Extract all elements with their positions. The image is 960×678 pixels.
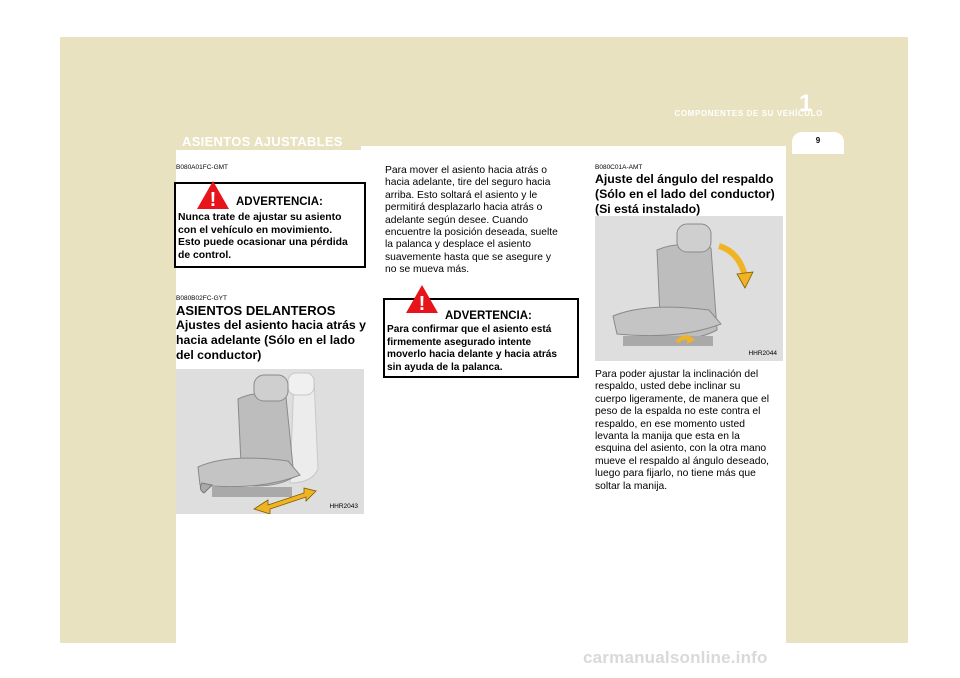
subsection-heading	[595, 172, 787, 217]
body-paragraph	[595, 369, 785, 493]
text-line: encuentre la posición deseada, suelte	[385, 227, 558, 239]
text-line: suavemente hasta que se asegure y	[385, 251, 552, 263]
heading-line: (Si está instalado)	[595, 202, 701, 216]
text-line: la palanca y desplace el asiento	[385, 239, 531, 251]
seat-illustration	[595, 216, 783, 361]
text-line: respaldo, usted debe inclinar su	[595, 381, 741, 393]
heading-line: (Sólo en el lado del conductor)	[595, 187, 775, 201]
heading-line: Ajustes del asiento hacia atrás y	[176, 318, 367, 332]
subsection-heading	[176, 318, 366, 363]
recline-illustration	[595, 216, 783, 361]
reference-code: B080A01FC-GMT	[176, 164, 229, 171]
warning-box	[383, 293, 579, 378]
seat-slide-illustration	[176, 369, 364, 514]
text-line: mueve el respaldo al ángulo deseado,	[595, 455, 770, 467]
text-line: respaldo, en ese momento usted	[595, 418, 745, 430]
section-tab-label: ASIENTOS AJUSTABLES	[182, 134, 343, 149]
image-label: HHR2044	[748, 350, 777, 357]
seat-illustration	[176, 369, 364, 514]
text-line: Para poder ajustar la inclinación del	[595, 369, 759, 380]
body-paragraph	[385, 165, 575, 277]
text-line: levanta la manija que esta en la	[595, 431, 740, 443]
warning-title: ADVERTENCIA:	[236, 196, 323, 208]
warning-line: firmemente asegurado intente	[387, 336, 532, 348]
section-heading: ASIENTOS DELANTEROS	[176, 303, 336, 318]
text-line: arriba. Esto soltará el asiento y le	[385, 189, 538, 201]
warning-box	[174, 182, 366, 268]
text-line: Para mover el asiento hacia atrás o	[385, 165, 547, 176]
warning-title: ADVERTENCIA:	[445, 310, 532, 322]
page-number-tab	[792, 132, 844, 154]
warning-line: de control.	[178, 249, 232, 261]
warning-line: Para confirmar que el asiento está	[387, 324, 552, 335]
svg-text:!: !	[209, 189, 217, 210]
text-line: adelante según desee. Cuando	[385, 214, 529, 226]
heading-line: hacia adelante (Sólo en el lado	[176, 333, 356, 347]
text-line: soltar la manija.	[595, 480, 668, 492]
warning-text	[178, 212, 364, 262]
text-line: hacia adelante, tire del seguro hacia	[385, 177, 551, 189]
text-line: cuerpo ligeramente, de manera que el	[595, 393, 770, 405]
warning-text	[387, 324, 577, 374]
reference-code: B080B02FC-GYT	[176, 295, 227, 302]
warning-line: Nunca trate de ajustar su asiento	[178, 212, 342, 223]
heading-line: Ajuste del ángulo del respaldo	[595, 172, 774, 186]
warning-line: sin ayuda de la palanca.	[387, 361, 503, 373]
reference-code: B080C01A-AMT	[595, 164, 643, 171]
heading-line: del conductor)	[176, 348, 262, 362]
watermark-text: carmanualsonline.info	[583, 648, 768, 667]
warning-triangle-icon	[405, 284, 439, 314]
warning-line: moverlo hacia delante y hacia atrás	[387, 349, 557, 361]
text-line: peso de la espalda no este contra el	[595, 406, 761, 418]
text-line: luego para fijarlo, no tiene más que	[595, 468, 756, 480]
text-line: esquina del asiento, con la otra mano	[595, 443, 767, 455]
chapter-number: 1	[799, 90, 813, 117]
warning-line: con el vehículo en movimiento.	[178, 224, 333, 236]
warning-line: Esto puede ocasionar una pérdida	[178, 237, 348, 249]
text-line: permitirá desplazarlo hacia atrás o	[385, 202, 543, 214]
image-label: HHR2043	[329, 503, 358, 510]
page-number: 9	[815, 136, 821, 145]
warning-triangle-icon	[196, 180, 230, 210]
chapter-title: COMPONENTES DE SU VEHÍCULO	[674, 109, 823, 118]
text-line: no se mueva más.	[385, 264, 470, 276]
svg-text:!: !	[418, 293, 426, 314]
